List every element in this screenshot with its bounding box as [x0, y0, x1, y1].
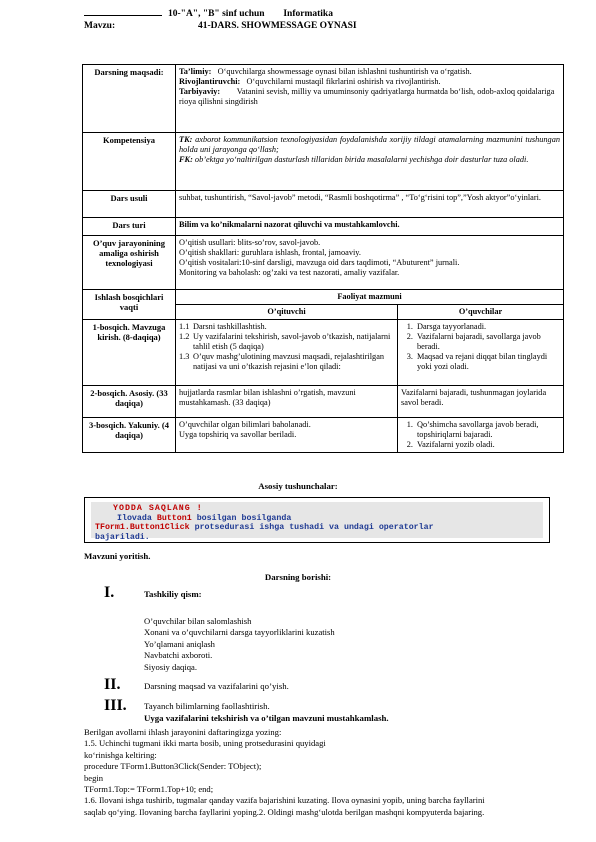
stage2-teacher: hujjatlarda rasmlar bilan ishlashni o’rgatish, mavzuni mustahkamash. (33 daqiqa)	[176, 385, 398, 417]
usuli-cell: suhbat, tushuntirish, “Savol-javob” metodi, “Rasmli boshqotirma” , “To‘g‘risini top”,”Yosh aktyor”o‘yinlari.	[176, 191, 564, 218]
turi-cell: Bilim va ko’nikmalarni nazorat qiluvchi va mustahkamlovchi.	[176, 218, 564, 236]
mavzu-yoritish: Mavzuni yoritish.	[84, 551, 151, 561]
jarayon-cell: O’qitish usullari: blits-so’rov, savol-javob. O’qitish shakllari: guruhlara ishlash, frontal, jamoaviy. O’qitish vositalari:10-sinf darsligi, mavzuga oid dars taqdimoti, “Abuturent” jurnali. Monitoring va baholash: og’zaki va test nazorati, amaliy vazifalar.	[176, 236, 564, 290]
oqituvchi-header: O’qituvchi	[176, 304, 398, 319]
stage1-students: 1. Darsga tayyorlanadi. 2. Vazifalarni bajaradi, savollarga javob beradi. 3. Maqsad va rejani diqqat bilan tinglaydi yoki yozi oladi.	[398, 319, 564, 385]
darsning-borishi: Darsning borishi:	[264, 572, 332, 582]
stage3-label: 3-bosqich. Yakuniy. (4 daqiqa)	[83, 417, 176, 452]
box-title: YODDA SAQLANG !	[113, 504, 203, 513]
stage1-teacher: 1.1 Darsni tashkillashtish. 1.2 Uy vazifalarini tekshirish, savol-javob o’tkazish, natijalarni tahlil etish (5 daqiqa) 1.3 O’quv mashg’ulotining mavzusi maqsadi, rejalashtirilgan natijasi va uni o’tkazish rejasini e’lon qiladi:	[176, 319, 398, 385]
stage3-students: 1. Qo’shimcha savollarga javob beradi, topshiriqlarni bajaradi. 2. Vazifalarni yozib oladi.	[398, 417, 564, 452]
tashkiliy-list: O’quvchilar bilan salomlashish Xonani va o’quvchilarni darsga tayyorliklarini kuzatish Yo’qlamani aniqlash Navbatchi axboroti. Siyosiy daqiqa.	[144, 616, 335, 672]
stage1-label: 1-bosqich. Mavzuga kirish. (8-daqiqa)	[83, 319, 176, 385]
faoliyat-header: Faoliyat mazmuni	[176, 290, 564, 305]
maqsad-label: Darsning maqsadi:	[83, 65, 176, 133]
turi-label: Dars turi	[83, 218, 176, 236]
jarayon-label: O’quv jarayonining amaliga oshirish texnologiyasi	[83, 236, 176, 290]
blank-line	[84, 6, 162, 16]
kompetensiya-cell: TK: axborot kommunikatsion texnologiyasidan foydalanishda xorijiy tildagi atamalarning mazmunini tushungan holda uni jarayonga qo‘llash; FK: ob’ektga yo‘naltirilgan dasturlash tillaridan birida masalalarni yechishga doir dasturlar tuza oladi.	[176, 133, 564, 191]
asosiy-heading: Asosiy tushunchalar:	[258, 481, 338, 491]
bosqich-label: Ishlash bosqichlari vaqti	[83, 290, 176, 320]
lesson-plan-table	[82, 64, 564, 453]
lesson-title: 41-DARS. SHOWMESSAGE OYNASI	[198, 21, 357, 31]
page-header	[84, 6, 564, 31]
kompetensiya-label: Kompetensiya	[83, 133, 176, 191]
mavzu-label: Mavzu:	[84, 21, 116, 31]
subject-text: Informatika	[283, 9, 333, 19]
maqsad-cell: Ta’limiy: O‘quvchilarga showmessage oynasi bilan ishlashni tushuntirish va o‘rgatish. Rivojlantiruvchi: O‘quvchilarni mustaqil fikrlarini oshirish va rivojlantirish. Tarbiyaviy: Vatanini sevish, milliy va umuminsoniy qadriyatlarga hurmatda bo‘lish, odob-axloq qoidalariga rioya qilishni singdirish	[176, 65, 564, 133]
stage2-label: 2-bosqich. Asosiy. (33 daqiqa)	[83, 385, 176, 417]
yodda-saqlang-box: YODDA SAQLANG ! Ilovada Button1 bosilgan bosilganda TForm1.Button1Click protsedurasi ishga tushadi va undagi operatorlar bajariladi.	[84, 497, 550, 543]
lesson-body: Berilgan avollarni ihlash jarayonini daftaringizga yozing: 1.5. Uchinchi tugmani ikki marta bosib, uning protsedurasini quyidagi ko‘rinishga keltiring: procedure TForm1.Button3Click(Sender: TObject); begin TForm1.Top:= TForm1.Top+10; end; 1.6. Ilovani ishga tushirib, tugmalar qanday vazifa bajarishini kuzating. Ilova oynasini yopib, uning barcha fayllarini saqlab qo‘ying. Ilovaning barcha fayllarini yoping.2. Oldingi mashg‘ulotda berilgan mashqni kompyuterda bajaring.	[84, 727, 485, 817]
stage2-students: Vazifalarni bajaradi, tushunmagan joylarida savol beradi.	[398, 385, 564, 417]
usuli-label: Dars usuli	[83, 191, 176, 218]
class-text: 10-"A", "B" sinf uchun	[168, 9, 265, 19]
stage3-teacher: O’quvchilar olgan bilimlari baholanadi. Uyga topshiriq va savollar beriladi.	[176, 417, 398, 452]
oquvchilar-header: O’quvchilar	[398, 304, 564, 319]
